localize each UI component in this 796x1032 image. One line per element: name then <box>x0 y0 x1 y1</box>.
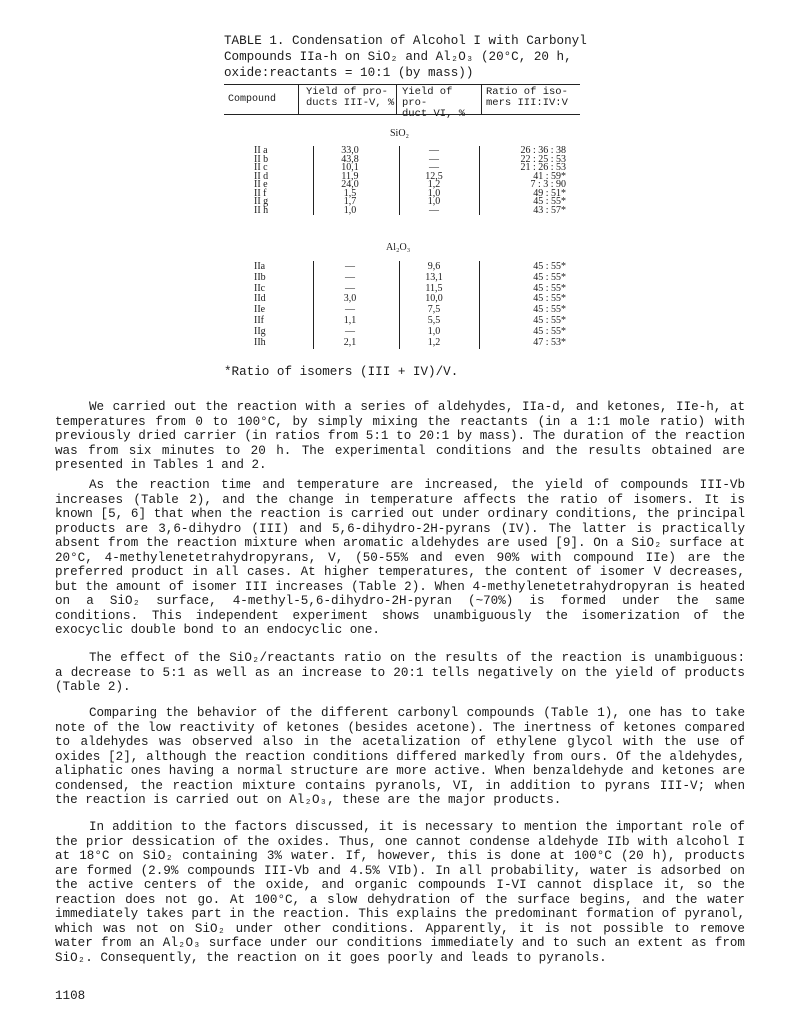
table-cell: IIa <box>254 261 266 272</box>
table-cell: 45 : 55* <box>533 261 566 272</box>
table-cell: 26 : 36 : 38 <box>520 145 566 156</box>
table-cell: 21 : 26 : 53 <box>520 162 566 174</box>
column-ratio <box>494 262 566 348</box>
column-yield-III-V <box>330 262 370 348</box>
header-divider <box>298 84 299 114</box>
table-cell: 11,9 <box>341 170 359 182</box>
header-yield-III-V: Yield of pro- ducts III-V, % <box>306 86 395 109</box>
column-compounds <box>254 147 268 215</box>
table-cell: 1,7 <box>343 196 357 208</box>
table-cell: 1,5 <box>343 187 357 199</box>
table-cell: — <box>429 153 439 165</box>
table-cell: 22 : 25 : 53 <box>520 153 566 165</box>
paragraph-text: In addition to the factors discussed, it is necessary to mention the important role of the prior dessication of the oxides. Thus, one cannot condense aldehyde IIb with alcohol I at 18°C on SiO₂ containing 3% water. If, however, this is done at 100°C (20 h), products are formed (2.9% compounds III-Vb and 4.5% VIb). In all probability, water is adsorbed on the active centers of the oxide, and organic compounds I-VI cannot displace it, so the reaction does not go. At 100°C, a slow dehydration of the surface begins, and the water immediately takes part in the reaction. This explains the predominant formation of pyranol, which was not on SiO₂ under other conditions. Apparently, it is not possible to remove water from an Al₂O₃ surface under our conditions immediately and to such an extent as from SiO₂. Consequently, the reaction on it goes poorly and leads to pyranols. <box>55 820 745 965</box>
table-cell: 45 : 55* <box>533 325 566 337</box>
table-cell: 45 : 55* <box>533 196 566 208</box>
table-cell: 10,1 <box>341 162 359 174</box>
table-cell: 24,0 <box>341 179 359 191</box>
table-cell: 43,8 <box>341 153 359 165</box>
table-cell: 3,0 <box>343 293 357 305</box>
table-cell: II f <box>254 187 267 199</box>
table-cell: 45 : 55* <box>533 271 566 283</box>
header-compound: Compound <box>228 94 277 105</box>
table-cell: IIe <box>254 304 266 316</box>
table-cell: 7,5 <box>427 304 441 316</box>
table-cell: IIf <box>254 314 264 326</box>
table-cell: IId <box>254 293 266 305</box>
table-cell: — <box>345 261 355 272</box>
column-yield-III-V <box>330 147 370 215</box>
column-divider <box>399 146 400 215</box>
body-paragraph <box>55 400 745 473</box>
column-divider <box>479 146 480 215</box>
header-ratio: Ratio of iso- mers III:IV:V <box>486 86 568 109</box>
table-cell: 10,0 <box>425 293 443 305</box>
table-cell: 49 : 51* <box>533 187 566 199</box>
table-cell: — <box>345 304 355 316</box>
table-cell: 5,5 <box>427 314 441 326</box>
table-cell: — <box>429 204 439 216</box>
section-label-sio2: SiO₂ <box>390 128 410 139</box>
table-cell: 1,0 <box>343 204 357 216</box>
table-cell: II c <box>254 162 268 174</box>
column-divider <box>479 261 480 349</box>
table-footnote: *Ratio of isomers (III + IV)/V. <box>224 365 459 379</box>
table-cell: 41 : 59* <box>533 170 566 182</box>
table-cell: 1,2 <box>427 336 441 348</box>
table-cell: 1,0 <box>427 187 441 199</box>
table-cell: 1,0 <box>427 325 441 337</box>
table-cell: II h <box>254 204 269 216</box>
column-divider <box>399 261 400 349</box>
table-cell: 45 : 55* <box>533 304 566 316</box>
paragraph-text: The effect of the SiO₂/reactants ratio on the results of the reaction is unambiguous: a decrease to 5:1 as well as an increase to 20:1 tells negatively on the yield of products (Table 2). <box>55 651 745 694</box>
table-cell: 43 : 57* <box>533 204 566 216</box>
table-cell: IIg <box>254 325 266 337</box>
column-divider <box>313 146 314 215</box>
table-cell: — <box>345 271 355 283</box>
table-cell: 13,1 <box>425 271 443 283</box>
table-cell: 1,2 <box>427 179 441 191</box>
table-cell: II a <box>254 145 268 156</box>
table-cell: II d <box>254 170 269 182</box>
page-number: 1108 <box>55 989 86 1003</box>
table-cell: II g <box>254 196 269 208</box>
column-compounds <box>254 262 266 348</box>
table-cell: 45 : 55* <box>533 314 566 326</box>
column-yield-VI <box>414 262 454 348</box>
body-paragraph <box>55 820 745 965</box>
table-cell: 9,6 <box>427 261 441 272</box>
header-yield-VI: Yield of pro- duct VI, % <box>402 86 466 120</box>
column-divider <box>313 261 314 349</box>
table-cell: 45 : 55* <box>533 282 566 294</box>
table-cell: IIb <box>254 271 266 283</box>
table-cell: IIh <box>254 336 266 348</box>
table-cell: 11,5 <box>425 282 443 294</box>
body-paragraph <box>55 706 745 808</box>
table-cell: 33,0 <box>341 145 359 156</box>
table-cell: 47 : 53* <box>533 336 566 348</box>
table-cell: 1,0 <box>427 196 441 208</box>
table-cell: II e <box>254 179 268 191</box>
table-cell: — <box>429 145 439 156</box>
table-cell: II b <box>254 153 269 165</box>
column-yield-VI <box>414 147 454 215</box>
table-cell: 7 : 3 : 90 <box>530 179 566 191</box>
table-cell: — <box>429 162 439 174</box>
section-label-al2o3: Al₂O₃ <box>386 242 411 253</box>
table-cell: 12,5 <box>425 170 443 182</box>
table-caption: TABLE 1. Condensation of Alcohol I with Carbonyl Compounds IIa-h on SiO₂ and Al₂O₃ (20°C, 20 h, oxide:reactants = 10:1 (by mass)) <box>224 34 587 80</box>
paragraph-text: As the reaction time and temperature are increased, the yield of compounds III-Vb increases (Table 2), and the change in temperature affects the ratio of isomers. It is known [5, 6] that when the reaction is carried out under ordinary conditions, the principal products are 3,6-dihydro (III) and 5,6-dihydro-2H-pyrans (IV). The latter is practically absent from the reaction mixture when aromatic aldehydes are used [9]. On a SiO₂ surface at 20°C, 4-methylenetetrahydropyrans, V, (50-55% and even 90% with compound IIe) are the preferred product in all cases. At higher temperatures, the content of isomer V decreases, but the amount of isomer III increases (Table 2). When 4-methylenetetrahydropyran is heated on a SiO₂ surface, 4-methyl-5,6-dihydro-2H-pyran (~70%) is formed under the same conditions. This independent experiment shows unambiguously the isomerization of the exocyclic double bond to an endocyclic one. <box>55 478 745 637</box>
paragraph-text: We carried out the reaction with a series of aldehydes, IIa-d, and ketones, IIe-h, at temperatures from 0 to 100°C, by simply mixing the reactants (in a 1:1 mole ratio) with previously dried carrier (in ratios from 5:1 to 20:1 by mass). The duration of the reaction was from six minutes to 20 h. The experimental conditions and the results obtained are presented in Tables 1 and 2. <box>55 400 745 472</box>
body-paragraph <box>55 651 745 695</box>
table-cell: 45 : 55* <box>533 293 566 305</box>
table-cell: — <box>345 325 355 337</box>
table-top-rule <box>224 84 580 85</box>
table-cell: 2,1 <box>343 336 357 348</box>
header-divider <box>396 84 397 114</box>
table-cell: — <box>345 282 355 294</box>
table-cell: 1,1 <box>343 314 357 326</box>
column-ratio <box>494 147 566 215</box>
paragraph-text: Comparing the behavior of the different carbonyl compounds (Table 1), one has to take note of the low reactivity of ketones (besides acetone). The inertness of ketones compared to aldehydes was observed also in the acetalization of ethylene glycol with the use of oxides [2], although the reaction conditions differed markedly from ours. Of the aldehydes, aliphatic ones having a normal structure are more active. When benzaldehyde and ketones are condensed, the reaction mixture contains pyranols, VI, in addition to pyrans III-V; when the reaction is carried out on Al₂O₃, these are the major products. <box>55 706 745 807</box>
table-cell: IIc <box>254 282 266 294</box>
body-paragraph <box>55 478 745 638</box>
